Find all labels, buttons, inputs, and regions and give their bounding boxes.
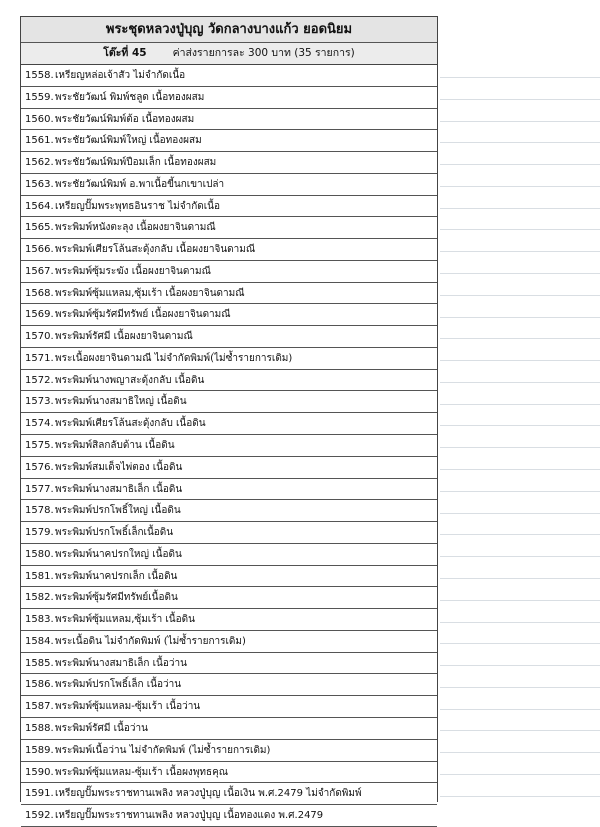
item-description: พระพิมพ์ซุ้มระฆัง เนื้อผงยาจินดามณี <box>55 265 211 277</box>
bleed-line <box>440 208 600 230</box>
item-description: พระพิมพ์นาคปรกเล็ก เนื้อดิน <box>55 570 178 582</box>
item-number: 1562. <box>25 157 54 169</box>
bleed-line <box>440 426 600 448</box>
item-description: พระชัยวัฒน์พิมพ์ใหญ่ เนื้อทองผสม <box>55 135 202 147</box>
bleed-line <box>440 470 600 492</box>
bleed-line <box>440 513 600 535</box>
bleed-line <box>440 230 600 252</box>
item-number: 1573. <box>25 396 54 408</box>
bleed-line <box>440 404 600 426</box>
item-number: 1592. <box>25 810 54 822</box>
item-number: 1586. <box>25 679 54 691</box>
item-number: 1565. <box>25 222 54 234</box>
list-item <box>21 348 437 370</box>
item-description: พระชัยวัฒน์พิมพ์ปือมเล็ก เนื้อทองผสม <box>55 157 217 169</box>
bleed-line <box>440 731 600 753</box>
list-item <box>21 239 437 261</box>
item-number: 1576. <box>25 461 54 473</box>
item-description: พระเนื้อผงยาจินดามณี ไม่จำกัดพิมพ์(ไม่ซ้ำรายการเดิม) <box>55 352 293 364</box>
item-description: พระพิมพ์รัศมี เนื้อผงยาจินดามณี <box>55 331 193 343</box>
item-description: พระชัยวัฒน์ พิมพ์ชลูด เนื้อทองผสม <box>55 91 205 103</box>
item-description: พระพิมพ์นางสมาธิใหญ่ เนื้อดิน <box>55 396 187 408</box>
item-number: 1577. <box>25 483 54 495</box>
list-item <box>21 587 437 609</box>
bleed-line <box>440 709 600 731</box>
bleed-line <box>440 688 600 710</box>
bleed-line <box>440 492 600 514</box>
item-description: พระพิมพ์ปรกโพธิ์ใหญ่ เนื้อดิน <box>55 505 181 517</box>
list-item <box>21 566 437 588</box>
item-number: 1583. <box>25 614 54 626</box>
list-item <box>21 370 437 392</box>
item-description: พระพิมพ์ปรกโพธิ์เล็กเนื้อดิน <box>55 527 174 539</box>
item-number: 1558. <box>25 70 54 81</box>
item-description: พระพิมพ์รัศมี เนื้อว่าน <box>55 722 148 734</box>
item-description: พระพิมพ์ซุ้มแหลม-ซุ้มเร้า เนื้อว่าน <box>55 701 201 713</box>
list-item <box>21 65 437 87</box>
bleed-line <box>440 165 600 187</box>
bleed-line <box>440 622 600 644</box>
table-title: พระชุดหลวงปู่บุญ วัดกลางบางแก้ว ยอดนิยม <box>21 16 437 43</box>
bleed-line <box>440 121 600 143</box>
list-item <box>21 674 437 696</box>
item-number: 1572. <box>25 374 54 386</box>
list-item <box>21 653 437 675</box>
bleed-line <box>440 557 600 579</box>
item-number: 1563. <box>25 178 54 190</box>
bleed-line <box>440 601 600 623</box>
item-description: พระพิมพ์ซุ้มแหลม,ซุ้มเร้า เนื้อดิน <box>55 614 195 626</box>
lot-table <box>20 16 438 822</box>
item-number: 1561. <box>25 135 54 147</box>
table-subheader <box>21 43 437 65</box>
list-item <box>21 631 437 653</box>
item-number: 1589. <box>25 744 54 756</box>
list-item <box>21 413 437 435</box>
item-description: พระพิมพ์นางสมาธิเล็ก เนื้อว่าน <box>55 657 187 669</box>
list-item <box>21 696 437 718</box>
item-number: 1560. <box>25 113 54 125</box>
item-list <box>21 65 437 827</box>
item-number: 1580. <box>25 548 54 560</box>
item-description: พระพิมพ์เนื้อว่าน ไม่จำกัดพิมพ์ (ไม่ซ้ำรายการเดิม) <box>55 744 271 756</box>
item-number: 1566. <box>25 244 54 256</box>
list-item <box>21 196 437 218</box>
item-number: 1568. <box>25 287 54 299</box>
list-item <box>21 479 437 501</box>
item-description: พระพิมพ์สิลกลับด้าน เนื้อดิน <box>55 440 175 452</box>
item-description: พระพิมพ์นางสมาธิเล็ก เนื้อดิน <box>55 483 183 495</box>
bleed-through-background <box>440 56 600 802</box>
list-item <box>21 109 437 131</box>
list-item <box>21 435 437 457</box>
bleed-line <box>440 274 600 296</box>
list-item <box>21 718 437 740</box>
item-description: เหรียญปั๊มพระพุทธอินราช ไม่จำกัดเนื้อ <box>55 200 221 212</box>
bleed-line <box>440 187 600 209</box>
bleed-line <box>440 448 600 470</box>
item-number: 1590. <box>25 766 54 778</box>
item-number: 1575. <box>25 440 54 452</box>
bleed-line <box>440 296 600 318</box>
list-item <box>21 152 437 174</box>
list-item <box>21 762 437 784</box>
item-description: พระเนื้อดิน ไม่จำกัดพิมพ์ (ไม่ซ้ำรายการเดิม) <box>55 635 246 647</box>
item-description: พระพิมพ์ซุ้มแหลม,ซุ้มเร้า เนื้อผงยาจินดามณี <box>55 287 245 299</box>
list-item <box>21 544 437 566</box>
bleed-line <box>440 56 600 78</box>
bleed-line <box>440 644 600 666</box>
list-item <box>21 261 437 283</box>
list-item <box>21 522 437 544</box>
item-number: 1578. <box>25 505 54 517</box>
list-item <box>21 217 437 239</box>
bleed-line <box>440 753 600 775</box>
item-description: พระพิมพ์นาคปรกใหญ่ เนื้อดิน <box>55 548 182 560</box>
bleed-line <box>440 383 600 405</box>
item-number: 1582. <box>25 592 54 604</box>
bleed-line <box>440 361 600 383</box>
item-number: 1571. <box>25 352 54 364</box>
bleed-line <box>440 666 600 688</box>
bleed-line <box>440 579 600 601</box>
item-number: 1569. <box>25 309 54 321</box>
list-item <box>21 609 437 631</box>
item-description: เหรียญหล่อเจ้าสัว ไม่จำกัดเนื้อ <box>55 70 186 81</box>
list-item <box>21 326 437 348</box>
item-number: 1570. <box>25 331 54 343</box>
item-number: 1574. <box>25 418 54 430</box>
shipping-fee: ค่าส่งรายการละ 300 บาท (35 รายการ) <box>172 47 355 59</box>
list-item <box>21 87 437 109</box>
bleed-line <box>440 317 600 339</box>
item-description: พระชัยวัฒน์พิมพ์ อ.พาเนื้อขี้นกเขาเปล่า <box>55 178 225 190</box>
list-item <box>21 805 437 827</box>
item-number: 1587. <box>25 701 54 713</box>
item-number: 1559. <box>25 91 54 103</box>
item-description: พระพิมพ์นางพญาสะดุ้งกลับ เนื้อดิน <box>55 374 205 386</box>
item-description: เหรียญปั๊มพระราชทานเพลิง หลวงปู่บุญ เนื้อเงิน พ.ศ.2479 ไม่จำกัดพิมพ์ <box>55 788 362 800</box>
list-item <box>21 304 437 326</box>
bleed-line <box>440 535 600 557</box>
list-item <box>21 457 437 479</box>
item-number: 1564. <box>25 200 54 212</box>
lot-number: โต๊ะที่ 45 <box>103 47 147 59</box>
item-number: 1579. <box>25 527 54 539</box>
item-description: พระพิมพ์ปรกโพธิ์เล็ก เนื้อว่าน <box>55 679 182 691</box>
item-number: 1584. <box>25 635 54 647</box>
item-description: พระพิมพ์ซุ้มรัศมีทรัพย์ เนื้อผงยาจินดามณี <box>55 309 231 321</box>
list-item <box>21 391 437 413</box>
item-description: พระชัยวัฒน์พิมพ์ต้อ เนื้อทองผสม <box>55 113 195 125</box>
item-number: 1585. <box>25 657 54 669</box>
bleed-line <box>440 143 600 165</box>
list-item <box>21 740 437 762</box>
item-description: พระพิมพ์หนังตะลุง เนื้อผงยาจินดามณี <box>55 222 216 234</box>
item-description: พระพิมพ์ซุ้มรัศมีทรัพย์เนื้อดิน <box>55 592 178 604</box>
item-number: 1567. <box>25 265 54 277</box>
item-description: พระพิมพ์ซุ้มแหลม-ซุ้มเร้า เนื้อผงพุทธคุณ <box>55 766 229 778</box>
item-number: 1591. <box>25 788 54 800</box>
bleed-line <box>440 775 600 797</box>
list-item <box>21 283 437 305</box>
item-number: 1581. <box>25 570 54 582</box>
item-description: เหรียญปั๊มพระราชทานเพลิง หลวงปู่บุญ เนื้อทองแดง พ.ศ.2479 <box>55 810 324 822</box>
item-description: พระพิมพ์เศียรโล้นสะดุ้งกลับ เนื้อผงยาจินดามณี <box>55 244 256 256</box>
bleed-line <box>440 252 600 274</box>
item-description: พระพิมพ์เศียรโล้นสะดุ้งกลับ เนื้อดิน <box>55 418 206 430</box>
item-description: พระพิมพ์สมเด็จไพ่ตอง เนื้อดิน <box>55 461 183 473</box>
bleed-line <box>440 100 600 122</box>
bleed-line <box>440 78 600 100</box>
list-item <box>21 500 437 522</box>
item-number: 1588. <box>25 722 54 734</box>
list-item <box>21 174 437 196</box>
list-item <box>21 130 437 152</box>
bleed-line <box>440 339 600 361</box>
